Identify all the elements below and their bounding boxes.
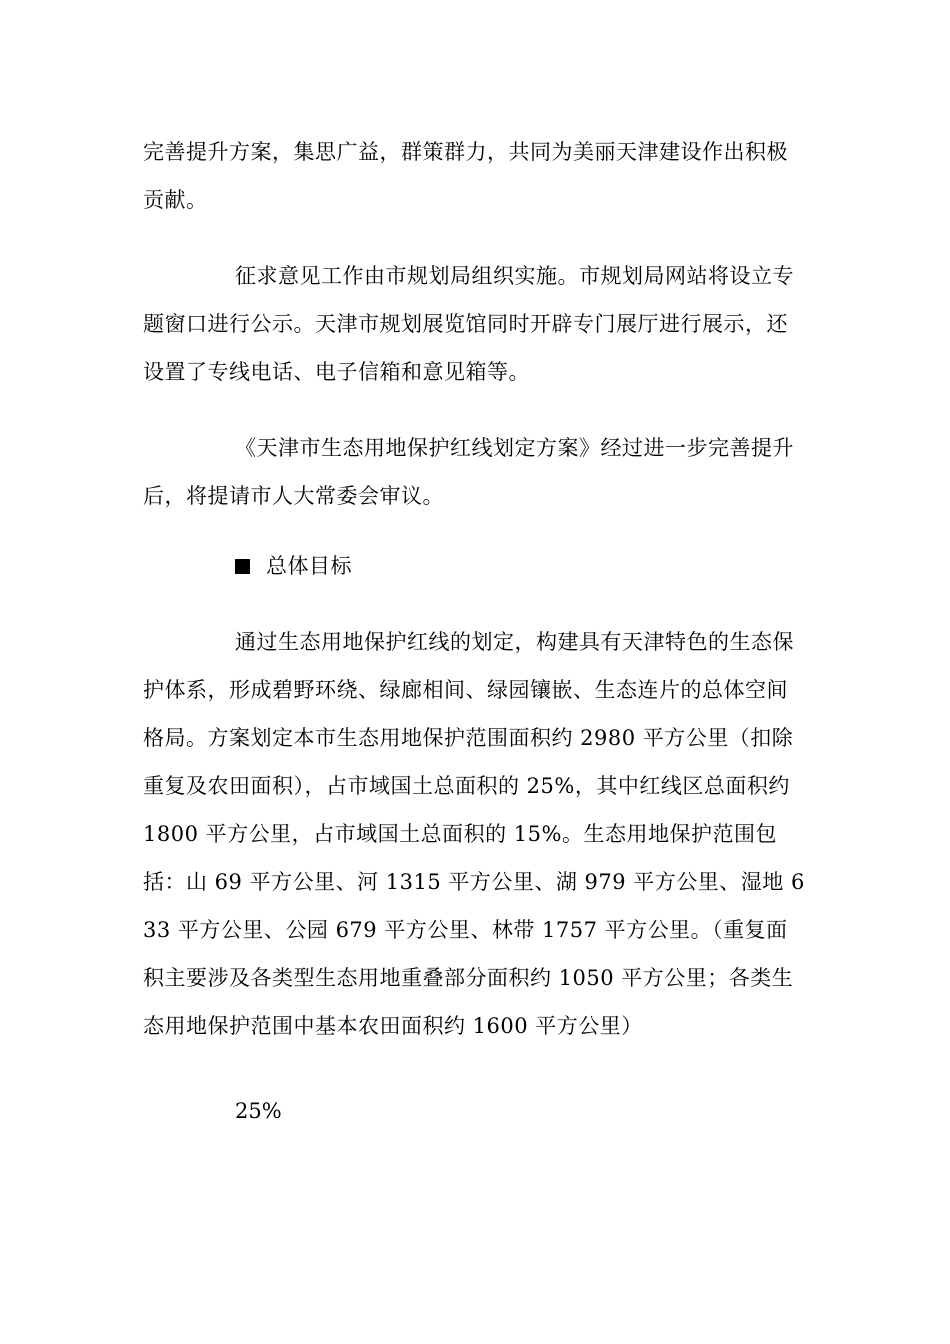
- paragraph-percentage: 25%: [235, 1099, 282, 1123]
- paragraph-continuation: 完善提升方案，集思广益，群策群力，共同为美丽天津建设作出积极贡献。: [143, 140, 788, 212]
- section-heading-text: 总体目标: [266, 554, 352, 578]
- paragraph-overall-goal: 通过生态用地保护红线的划定，构建具有天津特色的生态保护体系，形成碧野环绕、绿廊相间、绿园镶嵌、生态连片的总体空间格局。方案划定本市生态用地保护范围面积约 2980 平方公里（扣除重复及农田面积），占市域国土总面积的 25%，其中红线区总面积约 1800 平方公里，占市域国土总面积的 15%。生态用地保护范围包括：山 69 平方公里、河 1315 平方公里、湖 979 平方公里、湿地 633 平方公里、公园 679 平方公里、林带 1757 平方公里。（重复面积主要涉及各类型生态用地重叠部分面积约 1050 平方公里；各类生态用地保护范围中基本农田面积约 1600 平方公里）: [143, 630, 805, 1038]
- section-heading: [235, 542, 352, 590]
- paragraph-review: 《天津市生态用地保护红线划定方案》经过进一步完善提升后，将提请市人大常委会审议。: [143, 436, 794, 508]
- paragraph-consultation: 征求意见工作由市规划局组织实施。市规划局网站将设立专题窗口进行公示。天津市规划展览馆同时开辟专门展厅进行展示，还设置了专线电话、电子信箱和意见箱等。: [143, 264, 794, 384]
- square-bullet-icon: [235, 559, 250, 574]
